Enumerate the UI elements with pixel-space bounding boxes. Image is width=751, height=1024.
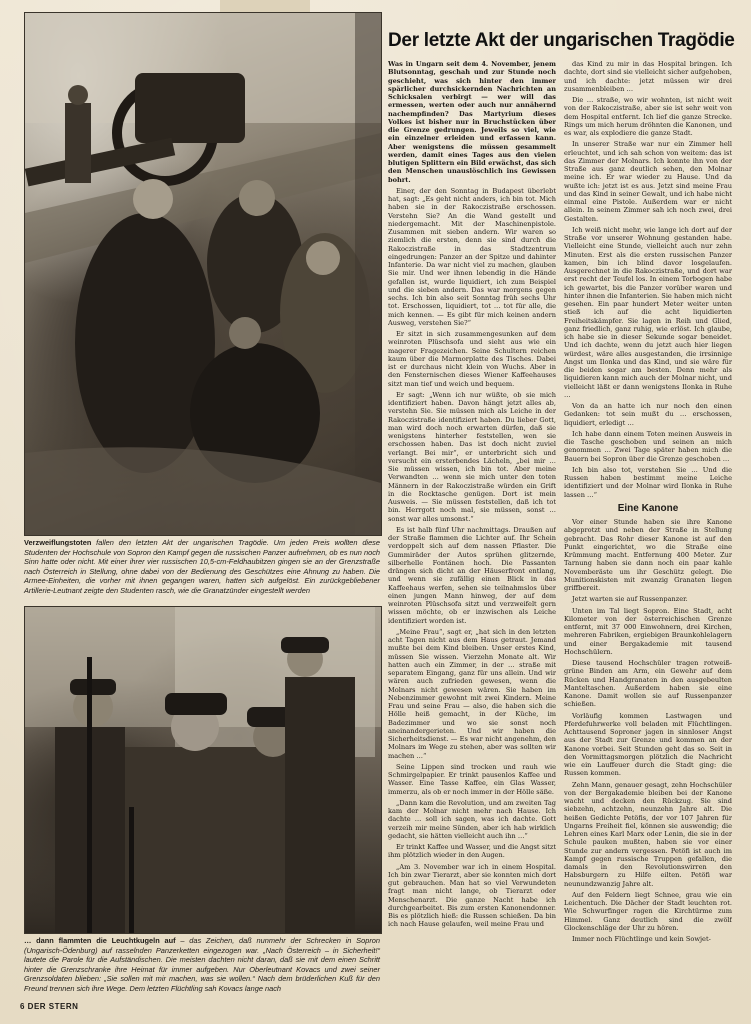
caption-1-lead: Verzweiflungstoten [24,538,92,547]
section-heading: Eine Kanone [617,502,679,514]
article-paragraph: Die … straße, wo wir wohnten, ist nicht weit von der Rakoczistraße, aber sie ist sehr weit von dem Hospital entfernt. Ich lief die ganze Strecke. Rings um mich herum dröhnten die Kanonen, und es war, als explodiere die ganze Stadt. [564,96,732,137]
article-paragraph: Auf den Feldern liegt Schnee, grau wie ein Leichentuch. Die Dächer der Stadt leuchten rot. Wie Schwurfinger ragen die Kirchtürme zum Himmel. Ganz deutlich sind die zwölf Glockenschläge der Uhr zu hören. [564,890,732,932]
photo-soldiers-embrace [24,606,382,934]
photo-caption-1 [24,538,380,596]
photo-soldiers-embrace-shapes [25,607,381,933]
photo-caption-2 [24,936,380,994]
article-paragraph: Diese tausend Hochschüler tragen rotweiß-grüne Binden am Arm, ein Gewehr auf dem Rücken und Handgranaten in den ausgebeulten Manteltaschen. Außerdem haben sie eine Kanone. Damit wollen sie auf Russenpanzer schießen. [564,659,732,709]
article-paragraph: Er trinkt Kaffee und Wasser, und die Angst sitzt ihm plötzlich wieder in den Augen. [388,843,556,860]
article-paragraph: Vor einer Stunde haben sie ihre Kanone abgeprotzt und neben der Straße in Stellung gebracht. Das Rohr dieser Kanone ist auf den Punkt eingerichtet, wo die Straße eine Krümmung macht. Entfernung 400 Meter. Zur Tarnung haben sie dann noch ein paar kahle Novemberäste um ihr Geschütz gelegt. Die Munitionskisten mit zwanzig Granaten liegen griffbereit. [564,518,732,592]
article-paragraph: Von da an hatte ich nur noch den einen Gedanken: tot sein mußt du … erschossen, liquidiert, erledigt … [564,402,732,427]
article-paragraph: Er sitzt in sich zusammengesunken auf dem weinroten Plüschsofa und sieht aus wie ein magerer Fragezeichen. Seine Schultern reichen kaum über die Marmorplatte des Tisches. Dabei ist er durchaus nicht klein von Wuchs. Aber in den Fensternischen dieses Wiener Kaffeehauses sitzt man tief und weich und bequem. [388,330,556,388]
article-paragraph: „Dann kam die Revolution, und am zweiten Tag kam der Molnar nicht mehr nach Hause. Ich dachte … soll ich sagen, was ich dachte. Gott verzeih mir meine Sünden, aber ich hab wirklich gedacht, sie hätten vielleicht auch ihn …“ [388,798,556,840]
page-footer: 6 DER STERN [20,1002,79,1011]
article-paragraph: In unserer Straße war nur ein Zimmer hell erleuchtet, und ich sah schon von weitem: das ist das Zimmer der Molnars. Ich konnte ihn von der Straße aus ganz deutlich sehen, den Molnar meine ich. Er war wieder zu Hause. Und da wußte ich: jetzt ist es aus. Jetzt sind meine Frau und das Kind in seiner Gewalt, und ich habe nicht einmal eine Pistole. Außerdem war er nicht allein. In seinem Zimmer sah ich noch zwei, drei Gestalten. [564,140,732,223]
article-paragraph: Ich bin also tot, verstehen Sie … Und die Russen haben bestimmt meine Leiche identifiziert und der Molnar wird Ilonka in Ruhe lassen …“ [564,465,732,499]
article-paragraph: das Kind zu mir in das Hospital bringen. Ich dachte, dort sind sie vielleicht sicher aufgehoben, und ich dachte: jetzt müssen wir drei zusammenbleiben … [564,60,732,93]
article-paragraph: Er sagt: „Wenn ich nur wüßte, ob sie mich identifiziert haben. Davon hängt jetzt alles ab, verstehn Sie. Sie müssen mich als Leiche in der Rakoczistraße identifiziert haben. Du lieber Gott, man wird doch noch erwarten dürfen, daß sie wenigstens hinterher feststellen, wen sie erschossen haben. Das ist doch nicht zuviel verlangt. Bei mir“, er unterbricht sich und versucht ein ersterbendes Lächeln, „bei mir … Sie müssen wissen, ich bin tot. Aber meine Verwandten … wenn sie mich unter den toten Männern in der Rakoczistraße würden ein Grift in die Rocktasche genügen. Dort ist mein Ausweis. — Sie müssen feststellen, daß ich tot bin. Herrgott noch mal, sie müssen, sonst … sonst war alles umsonst.“ [388,390,556,523]
article-paragraph: „Meine Frau“, sagt er, „hat sich in den letzten acht Tagen nicht aus dem Haus getraut. Jemand mußte bei dem Kind bleiben. Unser erstes Kind, müssen Sie wissen. Vierzehn Monate alt. Wir hatten auch ein Zimmer, in der … straße mit separatem Eingang, ganz für uns allein. Und wir wären auch zufrieden gewesen, wenn die Molnars nicht gewesen wären. Sie haben im Nebenzimmer gewohnt mit zwei Kindern. Meine Frau und seine Frau — also, die haben sich die Hölle heiß gemacht, in der Küche, im Badezimmer und wo sie sonst noch aneinandergerieten. Und wir haben die Sicherheitsdienst. — Es war nicht angenehm, den Molnars im Wege zu stehen, aber was sollten wir machen …“ [388,627,556,760]
article-paragraph: Ich habe dann einem Toten meinen Ausweis in die Tasche geschoben und seinen an mich genommen … Zwei Tage später haben mich die Bauern bei Sopron über die Grenze geschoben … [564,429,732,463]
article-paragraph: Es ist halb fünf Uhr nachmittags. Draußen auf der Straße flammen die Lichter auf. Ihr Schein verdoppelt sich auf dem nassen Pflaster. Die Gummiräder der Autos sprühen glitzernde, silberhelle Fontänen hoch. Die Passanten drängen sich dicht an der Häuserfront entlang, und wenn sie zufällig einen Blick in das Kaffeehaus werfen, sehen sie teilnahmslos über einen jungen Mann hinweg, der auf dem weinroten Plüschsofa sitzt und verzweifelt gern wissen möchte, ob er inzwischen als Leiche identifiziert worden ist. [388,525,556,625]
photo-students-howitzer-shapes [25,13,381,535]
article-paragraph: Immer noch Flüchtlinge und kein Sowjet- [572,935,711,943]
article-paragraph: Unten im Tal liegt Sopron. Eine Stadt, acht Kilometer von der österreichischen Grenze entfernt, mit 37 000 Einwohnern, drei Kirchen, mehreren Fabriken, ergiebigen Braunkohlelagern und einer Bergakademie mit tausend Hochschülern. [564,606,732,656]
article-paragraph: Jetzt warten sie auf Russenpanzer. [572,595,688,604]
article-paragraph: Ich weiß nicht mehr, wie lange ich dort auf der Straße vor unserer Wohnung gestanden habe. Vielleicht eine Stunde, vielleicht auch nur zehn Minuten. Erst als die ersten russischen Panzer kamen, bin ich blind davor losgelaufen. Ausgerechnet in die Rakoczistraße, und dort war erst recht der Teufel los. In einem Torbogen habe ich gewartet, bis die Panzer vorüber waren und hinter ihnen die Infanterien. Sie haben mich nicht gesehen. Ein paar hundert Meter weiter unten stieß ich auf die acht liquidierten Freiheitskämpfer. Sie lagen in Reih und Glied, ganz friedlich, ganz ruhig, wie erlöst. Ich glaube, ich habe sie in dieser Sekunde sogar beneidet. Und ich dachte, wenn du jetzt auch hier liegen würdest, wäre alles ausgestanden, die irrsinnige Angst um Ilonka und das Kind, und sie wäre für die beiden sogar am besten. Denn mehr als liquidieren kann mich auch der Molnar nicht, und vielleicht läßt er dann wenigstens Ilonka in Ruhe … [564,225,732,399]
article-paragraph: Vorläufig kommen Lastwagen und Pferdefuhrwerke voll beladen mit Flüchtlingen. Achttausend Soproner jagen in sinnloser Angst aus der Stadt zur Grenze und kommen an der Kanone vorbei. Seit Stunden geht das so. Seit in den Vormittagsmorgen plötzlich die Nachricht wie ein Lauffeuer durch die Stadt ging: die Russen kommen. [564,711,732,778]
article-paragraph: Einer, der den Sonntag in Budapest überlebt hat, sagt: „Es geht nicht anders, ich bin tot. Mich haben sie in der Rakoczistraße erschossen. Verstehn Sie? An die Wand gestellt und niedergemacht. Mit der Maschinenpistole. Zusammen mit sieben andern. Wir waren so ziemlich die ersten, denn sie sind durch die Rakoczistraße in das Stadtzentrum eingedrungen: Panzer an der Spitze und dahinter Infanterie. Da war nicht viel zu machen, glauben Sie mir. Und wer ihnen lebendig in die Hände gefallen ist, wurde liquidiert, ich zum Beispiel und die sieben andern. Das war morgens gegen sechs. Ich bin also seit Sonntag früh sechs Uhr tot. Erschossen, liquidiert, tot … tot für alle, die mich kennen. — Es gibt für mich keinen andern Ausweg, verstehen Sie?“ [388,186,556,327]
article-paragraph: Zehn Mann, genauer gesagt, zehn Hochschüler von der Bergakademie bleiben bei der Kanone wacht und decken den Rückzug. Sie sind siebzehn, achtzehn, neunzehn Jahre alt. Die heißen Gedichte Petöfis, der vor 107 Jahren für Ungarns Freiheit fiel, können sie auswendig; die Lehren eines Karl Marx oder Lenin, die sie in der Schule pauken mußten, haben sie vor einer Stunde zur andern vergessen. Petöfi ist auch im Kampf gegen russische Truppen gefallen, die damals in den Revolutionswirren den Habsburgern zu Hilfe eilten. Petöfi war neunundzwanzig Jahre alt. [564,780,732,888]
caption-1-text: fallen den letzten Akt der ungarischen Tragödie. Um jeden Preis wollten diese Studenten der Hochschule von Sopron den Kampf gegen die russischen Panzer aufnehmen, ob es nun noch Sinn hatte oder nicht. Mit einer ihrer vier russischen 10,5-cm-Feldhaubitzen gingen sie an der Grenzstraße nach Österreich in Stellung, ohne dabei von der Bedienung des Geschützes eine Ahnung zu haben. Die Armee-Einheiten, die vorher mit ihnen gegangen waren, hatten sich aufgelöst. Ein zurückgebliebener Artillerie-Leutnant zeigte den Studenten rasch, wie die Granatzünder eingestellt werden [24,538,380,595]
article-column-right [564,60,732,1020]
article-intro: Was in Ungarn seit dem 4. November, jenem Blutsonntag, geschah und zur Stunde noch geschieht, was sich hinter den immer spärlicher durchsickernden Nachrichten an Schicksalen verbirgt — wer will das ermessen, werten oder auch nur annähernd nachempfinden? Das Martyrium dieses Volkes ist bisher nur in Bruchstücken über die Grenze gedrungen. Jeweils so viel, wie ein einzelner erleiden und erfassen kann. Aber wenigstens die müssen gesammelt werden, damit eines Tages aus den vielen blutigen Splittern ein Bild erwächst, das sich den Menschen unauslöschlich ins Gewissen bohrt. [388,60,556,184]
caption-2-lead: … dann flammten die Leuchtkugeln auf [24,936,176,945]
caption-2-text: – das Zeichen, daß nunmehr der Schrecken in Sopron (Ungarisch-Ödenburg) auf rasselnden Panzerketten eingezogen war. „Nach Österreich – in Sicherheit!“ lautete die Parole für die Aufständischen. Die meisten dachten nicht daran, daß sie mit dem einen Schritt hinter die Grenzschranke ihre Heimat für immer aufgeben. Nur Oberleutnant Kovacs und zwei seiner Grenzsoldaten blieben: „Sie sollen mit mir machen, was sie wollen.“ Nach dem brüderlichen Kuß für den Freund trennen sich ihre Wege. Dem letzten Flüchtling sah Kovacs lange nach [24,936,380,993]
article-paragraph: „Am 3. November war ich in einem Hospital. Ich bin zwar Tierarzt, aber sie konnten mich dort gut gebrauchen. Man hat so viel Verwundeten fragt man nicht lange, ob Tierarzt oder Menschenarzt. Die ganze Nacht habe ich durchgearbeitet. Bis zum ersten Kanonendonner. Bis es plötzlich hieß: die Russen schießen. Da bin ich nach Hause gelaufen, weil meine Frau und [388,862,556,929]
article-headline: Der letzte Akt der ungarischen Tragödie [388,30,735,51]
photo-students-howitzer [24,12,382,536]
article-column-left [388,60,556,1020]
article-paragraph: Seine Lippen sind trocken und rauh wie Schmirgelpapier. Er trinkt pausenlos Kaffee und Wasser. Eine Tasse Kaffee, ein Glas Wasser, immerzu, als ob er noch immer in der Hölle säße. [388,762,556,796]
